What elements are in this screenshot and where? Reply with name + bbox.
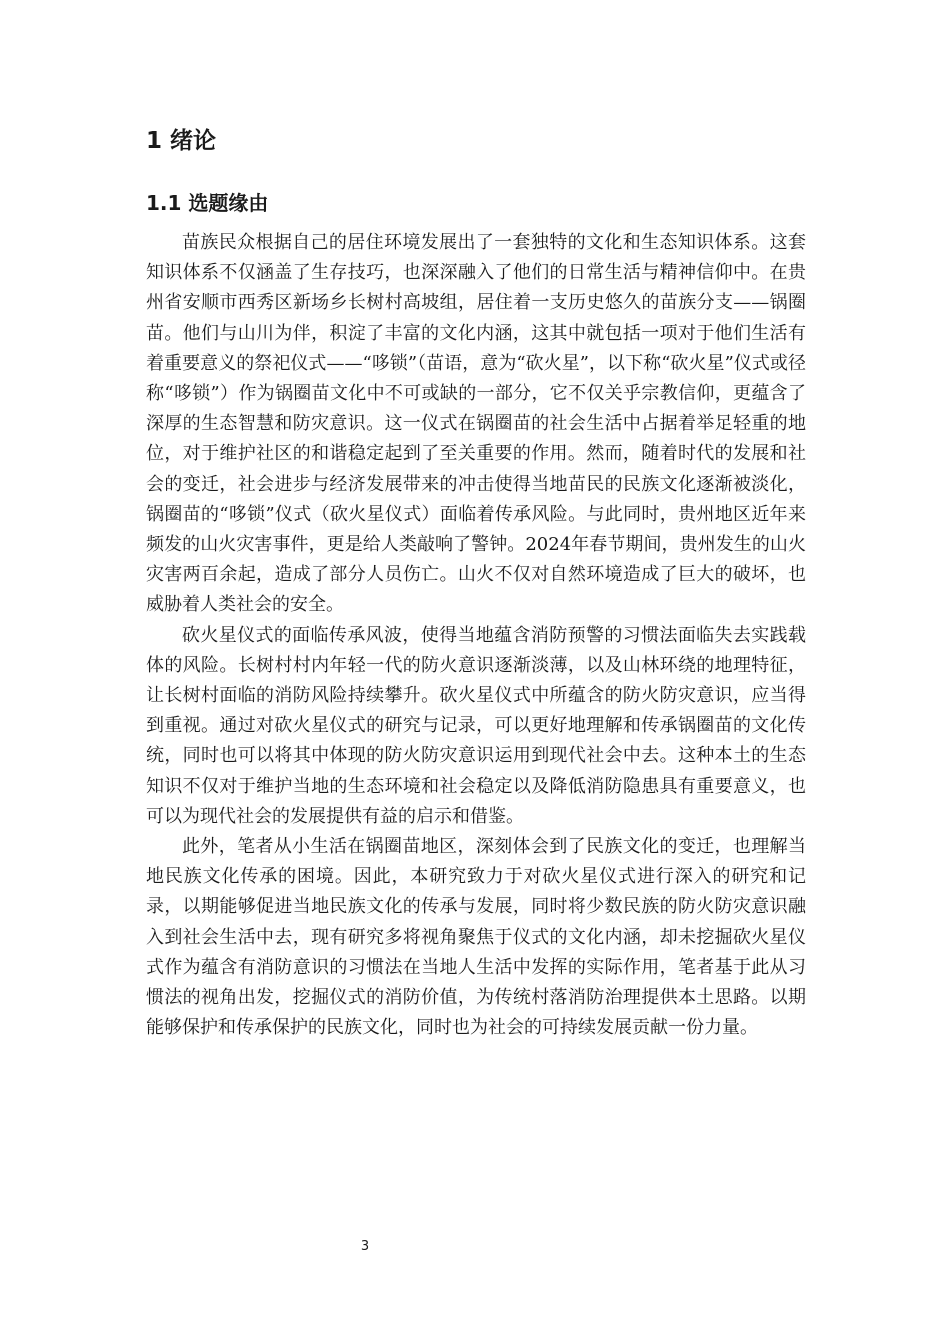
chapter-number: 1 bbox=[146, 128, 163, 154]
chapter-heading bbox=[146, 124, 216, 158]
paragraph-2: 砍火星仪式的面临传承风波，使得当地蕴含消防预警的习惯法面临失去实践载体的风险。长树村村内年轻一代的防火意识逐渐淡薄，以及山林环绕的地理特征，让长树村面临的消防风险持续攀升。砍火星仪式中所蕴含的防火防灾意识，应当得到重视。通过对砍火星仪式的研究与记录，可以更好地理解和传承锅圈苗的文化传统，同时也可以将其中体现的防火防灾意识运用到现代社会中去。这种本土的生态知识不仅对于维护当地的生态环境和社会稳定以及降低消防隐患具有重要意义，也可以为现代社会的发展提供有益的启示和借鉴。 bbox=[146, 624, 806, 827]
chapter-title: 绪论 bbox=[170, 128, 217, 154]
section-heading bbox=[146, 187, 268, 219]
paragraph-3: 此外，笔者从小生活在锅圈苗地区，深刻体会到了民族文化的变迁，也理解当地民族文化传承的困境。因此，本研究致力于对砍火星仪式进行深入的研究和记录，以期能够促进当地民族文化的传承与发展，同时将少数民族的防火防灾意识融入到社会生活中去，现有研究多将视角聚焦于仪式的文化内涵，却未挖掘砍火星仪式作为蕴含有消防意识的习惯法在当地人生活中发挥的实际作用，笔者基于此从习惯法的视角出发，挖掘仪式的消防价值，为传统村落消防治理提供本土思路。以期能够保护和传承保护的民族文化，同时也为社会的可持续发展贡献一份力量。 bbox=[146, 836, 806, 1039]
body-text bbox=[146, 228, 806, 1043]
section-title: 选题缘由 bbox=[188, 191, 269, 215]
section-number: 1.1 bbox=[146, 191, 182, 215]
page-number: 3 bbox=[360, 1239, 370, 1254]
paragraph-1: 苗族民众根据自己的居住环境发展出了一套独特的文化和生态知识体系。这套知识体系不仅涵盖了生存技巧，也深深融入了他们的日常生活与精神信仰中。在贵州省安顺市西秀区新场乡长树村高坡组，居住着一支历史悠久的苗族分支——锅圈苗。他们与山川为伴，积淀了丰富的文化内涵，这其中就包括一项对于他们生活有着重要意义的祭祀仪式——“哆锁”（苗语，意为“砍火星”，以下称“砍火星”仪式或径称“哆锁”）作为锅圈苗文化中不可或缺的一部分，它不仅关乎宗教信仰，更蕴含了深厚的生态智慧和防灾意识。这一仪式在锅圈苗的社会生活中占据着举足轻重的地位，对于维护社区的和谐稳定起到了至关重要的作用。然而，随着时代的发展和社会的变迁，社会进步与经济发展带来的冲击使得当地苗民的民族文化逐渐被淡化，锅圈苗的“哆锁”仪式（砍火星仪式）面临着传承风险。与此同时，贵州地区近年来频发的山火灾害事件，更是给人类敲响了警钟。2024年春节期间，贵州发生的山火灾害两百余起，造成了部分人员伤亡。山火不仅对自然环境造成了巨大的破坏，也威胁着人类社会的安全。 bbox=[146, 232, 806, 616]
